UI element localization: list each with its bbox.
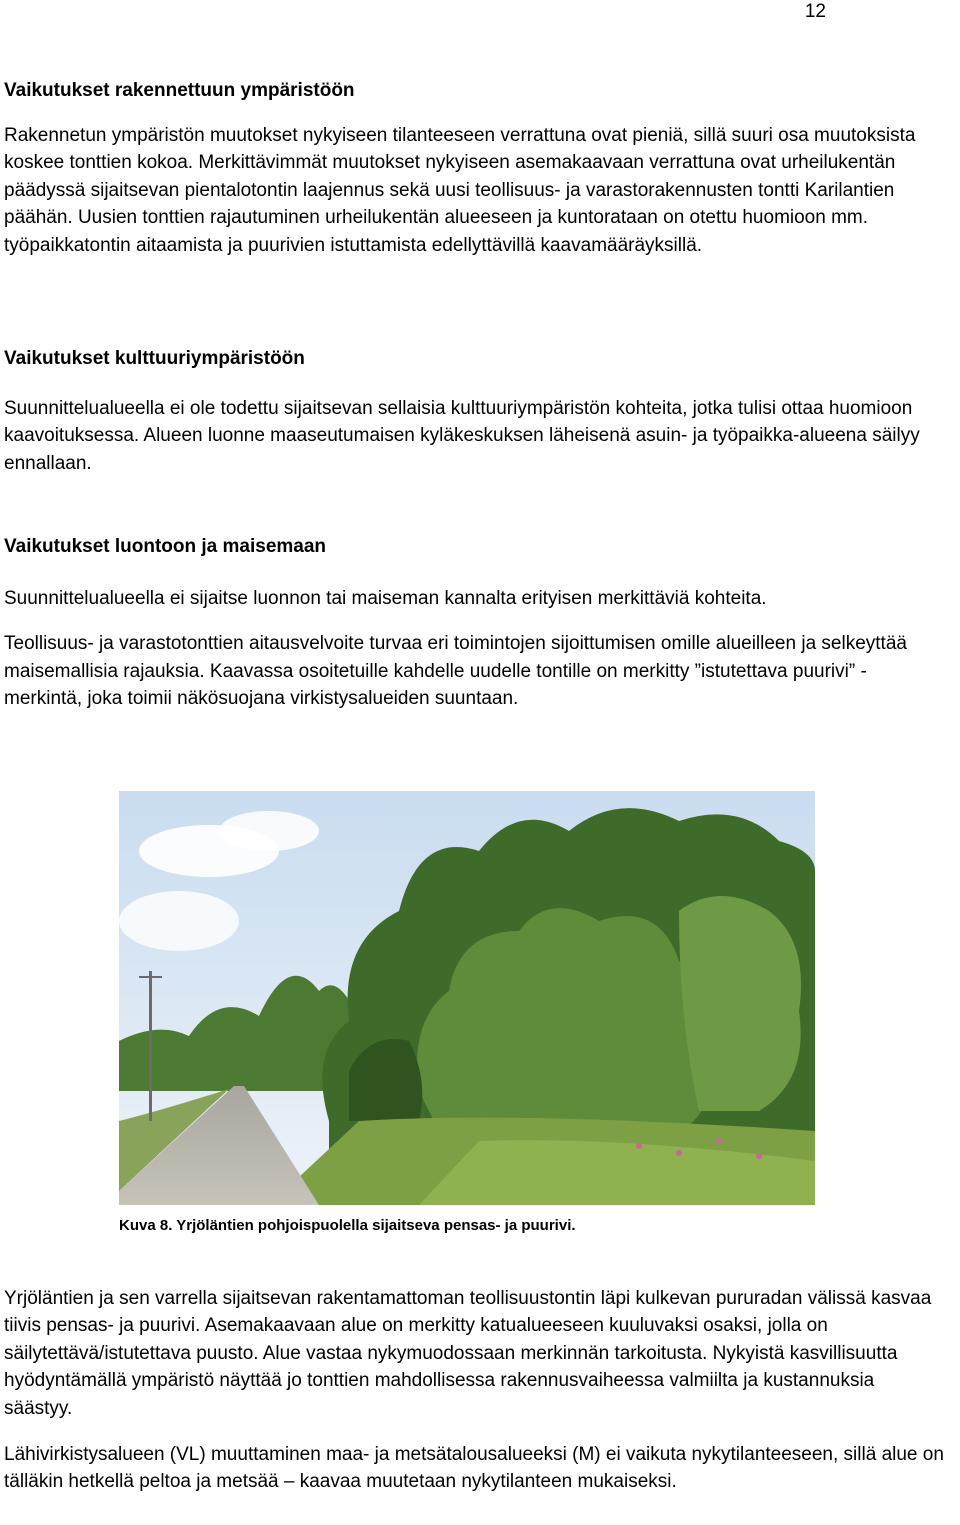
power-pole	[149, 971, 152, 1121]
tree-highlight	[679, 896, 801, 1111]
body-paragraph: Lähivirkistysalueen (VL) muuttaminen maa- ja metsätalousalueeksi (M) ei vaikuta nykytilanteeseen, sillä alue on tälläkin hetkellä peltoa ja metsää – kaavaa muutetaan nykytilanteen mukaiseksi.	[4, 1444, 944, 1493]
section-nature-landscape	[4, 535, 944, 713]
section-cultural-environment	[4, 347, 944, 477]
section-heading: Vaikutukset kulttuuriympäristöön	[4, 348, 305, 369]
flower	[676, 1150, 682, 1156]
page-number: 12	[804, 1, 826, 22]
section-paragraph: Teollisuus- ja varastotonttien aitausvelvoite turvaa eri toimintojen sijoittumisen omille alueilleen ja selkeyttää maisemallisia rajauksia. Kaavassa osoitetuille kahdelle uudelle tontille on merkitty ”istutettava puurivi” - merkintä, joka toimii näkösuojana virkistysalueiden suuntaan.	[4, 633, 907, 710]
flower	[756, 1153, 762, 1159]
photo-illustration	[119, 791, 815, 1205]
section-paragraph: Rakennetun ympäristön muutokset nykyiseen tilanteeseen verrattuna ovat pieniä, sillä suuri osa muutoksista koskee tonttien kokoa. Merkittävimmät muutokset nykyiseen asemakaavaan verrattuna ovat urheilukentän päädyssä sijaitsevan pientalotontin laajennus sekä uusi teollisuus- ja varastorakennusten tontti Karilantien päähän. Uusien tonttien rajautuminen urheilukentän alueeseen ja kuntorataan on otettu huomioon mm. työpaikkatontin aitaamista ja puurivien istuttamista edellyttävillä kaavamääräyksillä.	[4, 125, 916, 256]
section-heading: Vaikutukset luontoon ja maisemaan	[4, 536, 327, 557]
cloud	[119, 891, 239, 951]
flower	[716, 1138, 722, 1144]
section-heading: Vaikutukset rakennettuun ympäristöön	[4, 80, 355, 101]
power-pole-crossbar	[139, 976, 162, 978]
after-figure-text	[4, 1285, 944, 1496]
figure-caption: Kuva 8. Yrjöläntien pohjoispuolella sijaitseva pensas- ja puurivi.	[119, 1217, 576, 1234]
cloud	[219, 811, 319, 851]
section-built-environment	[4, 79, 944, 259]
road-treeline-photo	[119, 791, 815, 1205]
section-paragraph: Suunnittelualueella ei ole todettu sijaitsevan sellaisia kulttuuriympäristön kohteita, jotka tulisi ottaa huomioon kaavoituksessa. Alueen luonne maaseutumaisen kyläkeskuksen läheisenä asuin- ja työpaikka-alueena säilyy ennallaan.	[4, 398, 920, 474]
section-paragraph: Suunnittelualueella ei sijaitse luonnon tai maiseman kannalta erityisen merkittäviä kohteita.	[4, 588, 767, 609]
body-paragraph: Yrjöläntien ja sen varrella sijaitsevan rakentamattoman teollisuustontin läpi kulkevan pururadan välissä kasvaa tiivis pensas- ja puurivi. Asemakaavaan alue on merkitty katualueeseen kuuluvaksi osaksi, jolla on säilytettävä/istutettava puusto. Alue vastaa nykymuodossaan merkinnän tarkoitusta. Nykyistä kasvillisuutta hyödyntämällä ympäristö näyttää jo tonttien mahdollisessa rakennusvaiheessa valmiilta ja kustannuksia säästyy.	[4, 1288, 932, 1419]
flower	[636, 1143, 642, 1149]
